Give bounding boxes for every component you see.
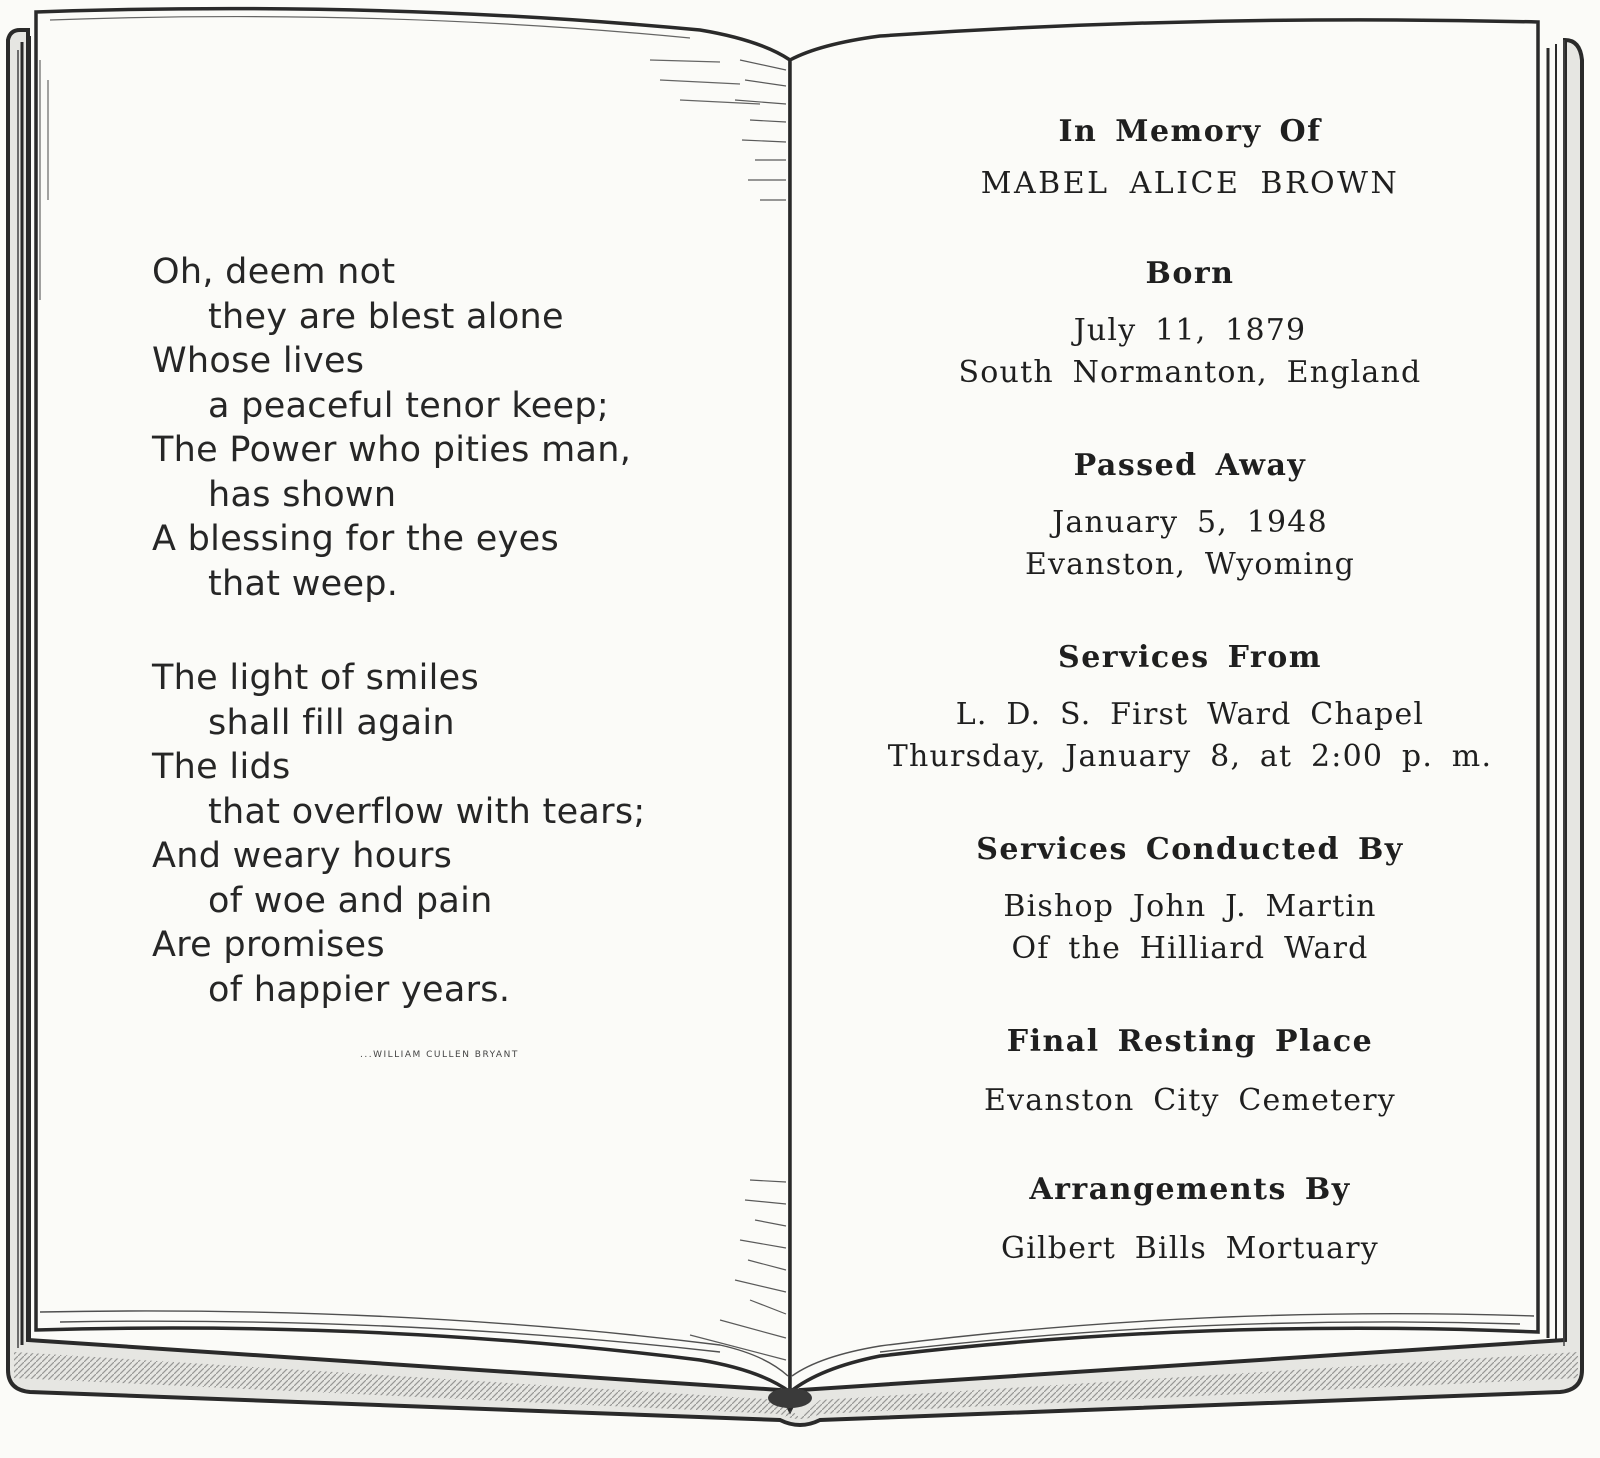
poem-line: The Power who pities man, <box>152 430 632 470</box>
poem-line: A blessing for the eyes <box>152 519 559 559</box>
poem-line: Oh, deem not <box>152 252 396 292</box>
poem-stanza-1 <box>152 250 712 606</box>
arrangements-heading: Arrangements By <box>1029 1172 1351 1207</box>
poem-line: Are promises <box>152 925 385 965</box>
conducted-line1: Bishop John J. Martin <box>1003 889 1377 924</box>
poem-line: that weep. <box>208 563 399 604</box>
poem-stanza-2 <box>152 656 712 1012</box>
passed-heading: Passed Away <box>1073 448 1307 483</box>
born-heading: Born <box>1145 256 1235 291</box>
poem-attribution: ...WILLIAM CULLEN BRYANT <box>360 1050 519 1060</box>
services-time: Thursday, January 8, at 2:00 p. m. <box>887 739 1493 774</box>
born-date: July 11, 1879 <box>1073 313 1307 348</box>
passed-place: Evanston, Wyoming <box>1024 547 1356 582</box>
arrangements-section <box>800 1168 1580 1270</box>
poem-line: Whose lives <box>152 341 365 381</box>
deceased-name: MABEL ALICE BROWN <box>980 166 1400 201</box>
resting-place: Evanston City Cemetery <box>984 1083 1396 1118</box>
memorial-header <box>800 110 1580 206</box>
resting-heading: Final Resting Place <box>1006 1024 1374 1059</box>
poem-line: The lids <box>152 747 291 787</box>
resting-section <box>800 1020 1580 1122</box>
poem-line: The light of smiles <box>152 658 480 698</box>
poem-line: shall fill again <box>208 702 455 743</box>
poem-line: of woe and pain <box>208 880 493 921</box>
conducted-heading: Services Conducted By <box>976 832 1404 867</box>
conducted-section <box>800 828 1580 970</box>
conducted-line2: Of the Hilliard Ward <box>1011 931 1369 966</box>
born-place: South Normanton, England <box>958 355 1422 390</box>
poem-line: that overflow with tears; <box>208 791 646 832</box>
poem-line: has shown <box>208 474 397 515</box>
services-section <box>800 636 1580 778</box>
memorial-heading: In Memory Of <box>1058 114 1322 149</box>
born-section <box>800 252 1580 394</box>
poem-line: they are blest alone <box>208 296 564 337</box>
poem-line: And weary hours <box>152 836 453 876</box>
poem-line: a peaceful tenor keep; <box>208 385 609 426</box>
poem-line: of happier years. <box>208 969 511 1010</box>
services-location: L. D. S. First Ward Chapel <box>955 697 1425 732</box>
arrangements-by: Gilbert Bills Mortuary <box>1001 1231 1379 1266</box>
passed-date: January 5, 1948 <box>1052 505 1328 540</box>
passed-section <box>800 444 1580 586</box>
poem <box>152 250 712 1012</box>
services-heading: Services From <box>1058 640 1322 675</box>
